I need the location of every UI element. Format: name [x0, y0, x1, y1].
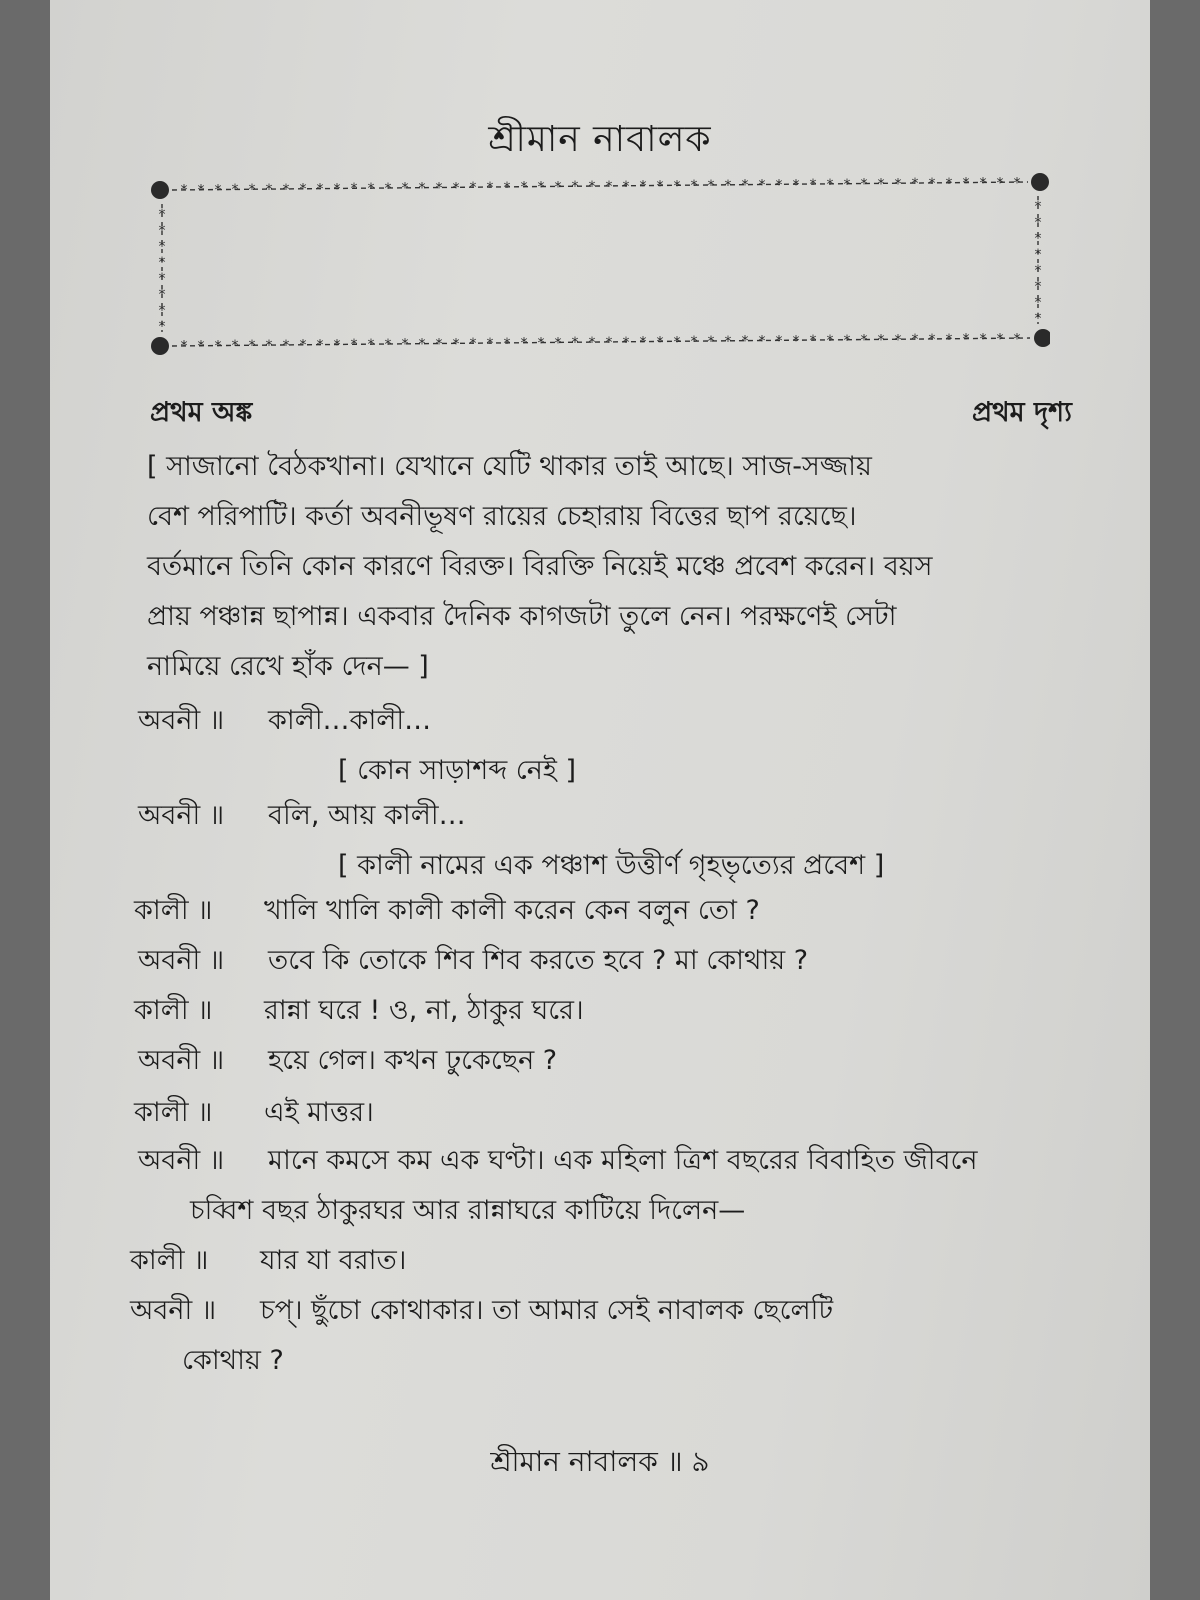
star-ornament: *	[605, 334, 613, 351]
star-ornament: *	[158, 207, 166, 223]
star-ornament: *	[962, 331, 970, 348]
star-ornament: *	[384, 180, 392, 197]
star-ornament: *	[928, 176, 936, 193]
star-ornament: *	[843, 332, 851, 349]
ornamental-frame	[150, 170, 1050, 356]
dialogue-continuation: কোথায় ?	[182, 1345, 284, 1376]
star-ornament: *	[775, 333, 783, 350]
star-ornament: *	[690, 178, 698, 195]
star-ornament: *	[911, 332, 919, 349]
star-ornament: *	[1034, 263, 1042, 279]
star-ornament: *	[860, 176, 868, 193]
speaker-name: অবনী ॥	[138, 705, 225, 736]
dialogue-text: কালী…কালী…	[268, 705, 432, 736]
star-ornament: *	[537, 335, 545, 352]
star-ornament: *	[333, 337, 341, 354]
star-ornament: *	[401, 336, 409, 353]
star-ornament: *	[1034, 215, 1042, 231]
dialogue-line	[138, 1040, 557, 1085]
star-ornament: *	[452, 336, 460, 353]
dialogue-text: তবে কি তোকে শিব শিব করতে হবে ? মা কোথায় ?	[268, 945, 809, 976]
stage-note: [ কালী নামের এক পঞ্চাশ উত্তীর্ণ গৃহভৃত্যের প্রবেশ ]	[338, 850, 885, 881]
star-ornament: *	[333, 181, 341, 198]
speaker-name: অবনী ॥	[138, 1045, 225, 1076]
star-ornament: *	[158, 255, 166, 271]
star-ornament: *	[911, 176, 919, 193]
star-ornament: *	[809, 177, 817, 194]
star-ornament: *	[639, 178, 647, 195]
speaker-name: কালী ॥	[134, 895, 213, 926]
star-ornament: *	[282, 337, 290, 354]
dialogue-text: এই মাত্তর।	[264, 1097, 374, 1128]
dialogue-line	[134, 990, 584, 1035]
star-ornament: *	[520, 335, 528, 352]
star-ornament: *	[418, 180, 426, 197]
star-ornament: *	[158, 239, 166, 255]
dialogue-text: মানে কমসে কম এক ঘণ্টা। এক মহিলা ত্রিশ বছরের বিবাহিত জীবনে	[268, 1145, 978, 1176]
speaker-name: কালী ॥	[134, 1097, 213, 1128]
ornamental-frame-graphic	[150, 170, 1050, 356]
page-title: শ্রীমান নাবালক	[488, 119, 712, 160]
star-ornament: *	[469, 336, 477, 353]
dialogue-line	[138, 1140, 977, 1185]
star-ornament: *	[996, 331, 1004, 348]
star-ornament: *	[690, 334, 698, 351]
star-ornament: *	[639, 334, 647, 351]
star-ornament: *	[1013, 175, 1021, 192]
dialogue-text: বলি, আয় কালী…	[268, 800, 466, 831]
star-ornament: *	[248, 182, 256, 199]
star-ornament: *	[265, 181, 273, 198]
star-ornament: *	[158, 319, 166, 335]
star-ornament: *	[724, 333, 732, 350]
star-ornament: *	[435, 180, 443, 197]
dialogue-line	[130, 1240, 406, 1285]
star-ornament: *	[741, 177, 749, 194]
star-ornament: *	[520, 179, 528, 196]
act-heading: প্রথম অঙ্ক	[150, 397, 253, 428]
book-page	[50, 0, 1150, 1600]
star-ornament: *	[316, 337, 324, 354]
page-footer: শ্রীমান নাবালক ॥ ৯	[490, 1445, 710, 1478]
dialogue-line	[138, 795, 466, 840]
dialogue-line	[134, 890, 760, 935]
frame-corner-dot	[151, 337, 169, 355]
star-ornament: *	[214, 338, 222, 355]
stage-line: বর্তমানে তিনি কোন কারণে বিরক্ত। বিরক্তি নিয়েই মঞ্চে প্রবেশ করেন। বয়স	[147, 551, 933, 582]
star-ornament: *	[554, 335, 562, 352]
star-ornament: *	[435, 336, 443, 353]
star-ornament: *	[673, 178, 681, 195]
stage-line: নামিয়ে রেখে হাঁক দেন— ]	[147, 651, 429, 682]
star-ornament: *	[350, 337, 358, 354]
star-ornament: *	[158, 303, 166, 319]
star-ornament: *	[401, 180, 409, 197]
star-ornament: *	[775, 177, 783, 194]
star-ornament: *	[197, 338, 205, 355]
speaker-name: কালী ॥	[134, 995, 213, 1026]
star-ornament: *	[877, 176, 885, 193]
star-ornament: *	[996, 175, 1004, 192]
star-ornament: *	[826, 332, 834, 349]
star-ornament: *	[503, 179, 511, 196]
star-ornament: *	[707, 334, 715, 351]
star-ornament: *	[860, 332, 868, 349]
star-ornament: *	[894, 176, 902, 193]
star-ornament: *	[673, 334, 681, 351]
star-ornament: *	[197, 182, 205, 199]
star-ornament: *	[571, 335, 579, 352]
star-ornament: *	[384, 336, 392, 353]
star-ornament: *	[809, 333, 817, 350]
star-ornament: *	[282, 181, 290, 198]
star-ornament: *	[826, 176, 834, 193]
star-ornament: *	[486, 335, 494, 352]
speaker-name: অবনী ॥	[138, 800, 225, 831]
star-ornament: *	[1034, 279, 1042, 295]
frame-corner-dot	[1031, 173, 1049, 191]
star-ornament: *	[316, 181, 324, 198]
star-ornament: *	[350, 181, 358, 198]
star-ornament: *	[214, 182, 222, 199]
star-ornament: *	[248, 338, 256, 355]
star-ornament: *	[1034, 247, 1042, 263]
star-ornament: *	[469, 180, 477, 197]
speaker-name: অবনী ॥	[130, 1295, 217, 1326]
star-ornament: *	[231, 338, 239, 355]
speaker-name: কালী ॥	[130, 1245, 209, 1276]
frame-star-ornaments	[159, 175, 1042, 354]
stage-line: প্রায় পঞ্চান্ন ছাপান্ন। একবার দৈনিক কাগজটা তুলে নেন। পরক্ষণেই সেটা	[147, 601, 897, 632]
speaker-name: অবনী ॥	[138, 945, 225, 976]
dialogue-text: রান্না ঘরে ! ও, না, ঠাকুর ঘরে।	[264, 995, 584, 1026]
star-ornament: *	[605, 178, 613, 195]
star-ornament: *	[979, 175, 987, 192]
star-ornament: *	[180, 338, 188, 355]
dialogue-line	[130, 1290, 833, 1335]
star-ornament: *	[1034, 311, 1042, 327]
star-ornament: *	[877, 332, 885, 349]
star-ornament: *	[979, 331, 987, 348]
stage-line: বেশ পরিপাটি। কর্তা অবনীভূষণ রায়ের চেহারায় বিত্তের ছাপ রয়েছে।	[147, 501, 857, 532]
dialogue-text: চপ্। ছুঁচো কোথাকার। তা আমার সেই নাবালক ছেলেটি	[260, 1295, 834, 1326]
star-ornament: *	[724, 177, 732, 194]
dialogue-line	[138, 940, 808, 985]
stage-note: [ কোন সাড়াশব্দ নেই ]	[338, 755, 577, 786]
star-ornament: *	[452, 180, 460, 197]
star-ornament: *	[503, 335, 511, 352]
star-ornament: *	[180, 182, 188, 199]
star-ornament: *	[265, 337, 273, 354]
stage-direction	[147, 442, 1077, 692]
star-ornament: *	[843, 176, 851, 193]
star-ornament: *	[928, 332, 936, 349]
star-ornament: *	[792, 177, 800, 194]
star-ornament: *	[299, 181, 307, 198]
dialogue-text: হয়ে গেল। কখন ঢুকেছেন ?	[268, 1045, 558, 1076]
star-ornament: *	[1013, 331, 1021, 348]
star-ornament: *	[962, 175, 970, 192]
star-ornament: *	[299, 337, 307, 354]
star-ornament: *	[231, 182, 239, 199]
star-ornament: *	[758, 333, 766, 350]
star-ornament: *	[588, 335, 596, 352]
dialogue-continuation: চব্বিশ বছর ঠাকুরঘর আর রান্নাঘরে কাটিয়ে দিলেন—	[190, 1195, 746, 1226]
star-ornament: *	[622, 334, 630, 351]
star-ornament: *	[1034, 295, 1042, 311]
star-ornament: *	[622, 178, 630, 195]
star-ornament: *	[894, 332, 902, 349]
star-ornament: *	[554, 179, 562, 196]
star-ornament: *	[707, 178, 715, 195]
dialogue-line	[134, 1092, 374, 1137]
star-ornament: *	[656, 334, 664, 351]
star-ornament: *	[741, 333, 749, 350]
star-ornament: *	[158, 287, 166, 303]
star-ornament: *	[418, 336, 426, 353]
frame-corner-dot	[1034, 329, 1050, 347]
star-ornament: *	[571, 179, 579, 196]
star-ornament: *	[486, 179, 494, 196]
star-ornament: *	[792, 333, 800, 350]
star-ornament: *	[158, 223, 166, 239]
star-ornament: *	[1034, 199, 1042, 215]
dialogue-text: যার যা বরাত।	[260, 1245, 407, 1276]
star-ornament: *	[945, 175, 953, 192]
star-ornament: *	[1034, 231, 1042, 247]
star-ornament: *	[367, 181, 375, 198]
star-ornament: *	[537, 179, 545, 196]
dialogue-text: খালি খালি কালী কালী করেন কেন বলুন তো ?	[264, 895, 760, 926]
speaker-name: অবনী ॥	[138, 1145, 225, 1176]
star-ornament: *	[758, 177, 766, 194]
star-ornament: *	[588, 179, 596, 196]
frame-corner-dot	[151, 181, 169, 199]
stage-line: [ সাজানো বৈঠকখানা। যেখানে যেটি থাকার তাই আছে। সাজ-সজ্জায়	[147, 451, 872, 482]
star-ornament: *	[158, 271, 166, 287]
star-ornament: *	[367, 337, 375, 354]
star-ornament: *	[656, 178, 664, 195]
scene-heading: প্রথম দৃশ্য	[971, 397, 1072, 428]
dialogue-line	[138, 700, 431, 745]
star-ornament: *	[945, 331, 953, 348]
